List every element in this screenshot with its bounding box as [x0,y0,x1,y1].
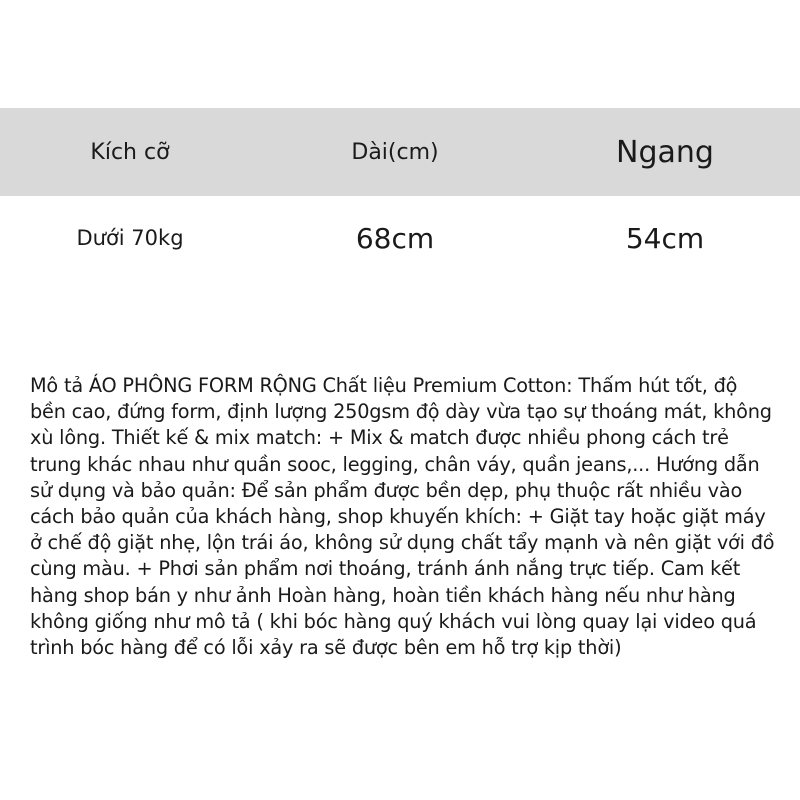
size-table [0,108,800,280]
header-width: Ngang [616,134,714,170]
table-row [0,196,800,280]
cell-width: 54cm [625,221,705,255]
cell-size: Dưới 70kg [76,226,184,250]
header-size: Kích cỡ [90,139,170,165]
cell-length: 68cm [355,221,435,255]
product-description: Mô tả ÁO PHÔNG FORM RỘNG Chất liệu Premium Cotton: Thấm hút tốt, độ bền cao, đứng form, định lượng 250gsm độ dày vừa tạo sự thoáng mát, không xù lông. Thiết kế & mix match: + Mix & match được nhiều phong cách trẻ trung khác nhau như quần sooc, legging, chân váy, quần jeans,... Hướng dẫn sử dụng và bảo quản: Để sản phẩm được bền dẹp, phụ thuộc rất nhiều vào cách bảo quản của khách hàng, shop khuyến khích: + Giặt tay hoặc giặt máy ở chế độ giặt nhẹ, lộn trái áo, không sử dụng chất tẩy mạnh và nên giặt với đồ cùng màu. + Phơi sản phẩm nơi thoáng, tránh ánh nắng trực tiếp. Cam kết hàng shop bán y như ảnh Hoàn hàng, hoàn tiền khách hàng nếu như hàng không giống như mô tả ( khi bóc hàng quý khách vui lòng quay lại video quá trình bóc hàng để có lỗi xảy ra sẽ được bên em hỗ trợ kịp thời) [30,374,775,660]
table-header [0,108,800,196]
header-length: Dài(cm) [351,139,439,165]
